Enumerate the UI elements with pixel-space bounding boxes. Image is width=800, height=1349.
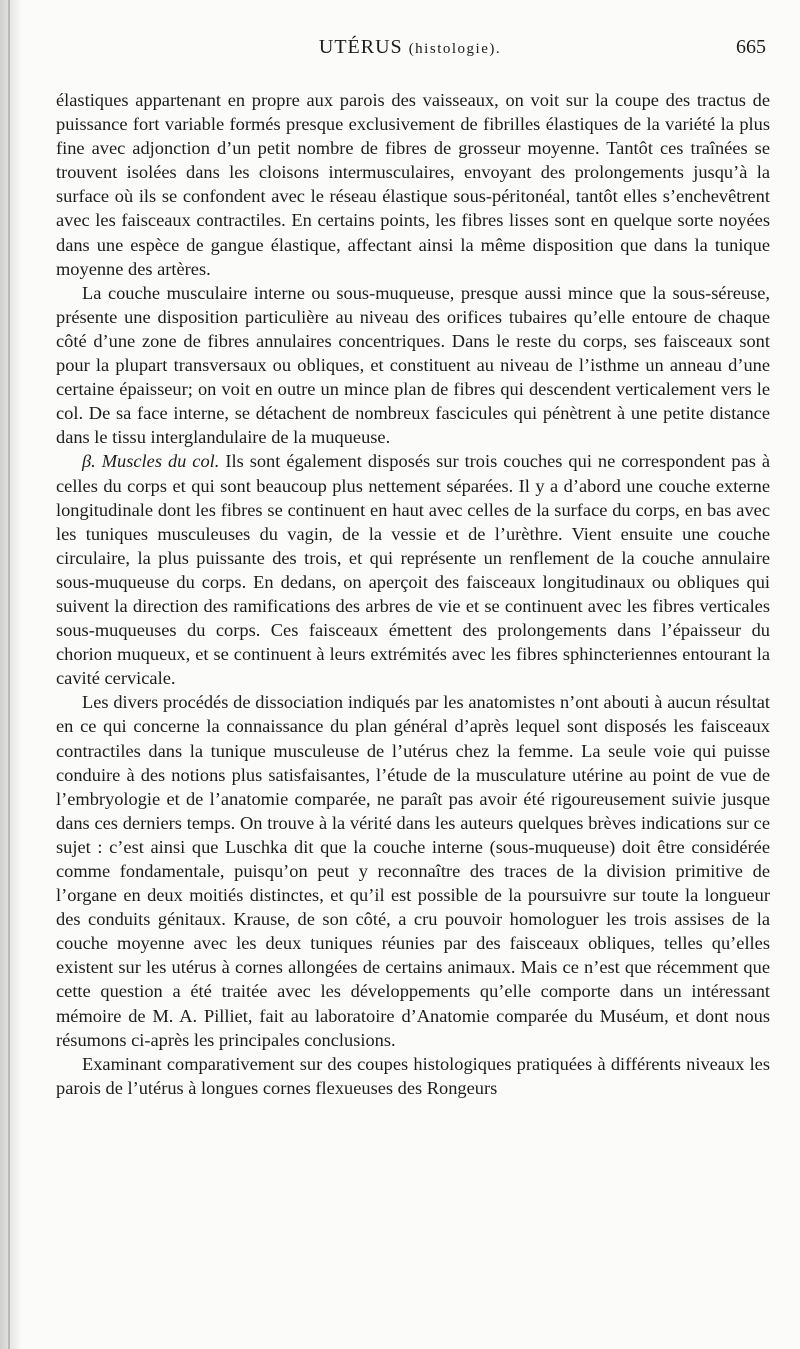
- paragraph-continuation: élastiques appartenant en propre aux parois des vaisseaux, on voit sur la coupe des tractus de puissance fort variable formés presque exclusivement de fibrilles élastiques de la variété la plus fine avec adjonction d’un petit nombre de fibres de grosseur moyenne. Tantôt ces traînées se trouvent isolées dans les cloisons intermusculaires, envoyant des prolongements jusqu’à la surface où ils se confondent avec le réseau élastique sous-péritonéal, tantôt elles s’enchevêtrent avec les faisceaux contractiles. En certains points, les fibres lisses sont en quelque sorte noyées dans une espèce de gangue élastique, affectant ainsi la même disposition que dans la tunique moyenne des artères.: [56, 90, 770, 279]
- running-head: [48, 36, 772, 66]
- binding-shadow: [0, 0, 22, 1349]
- paragraph-dissociation: Les divers procédés de dissociation indiqués par les anatomistes n’ont abouti à aucun résultat en ce qui concerne la connaissance du plan général d’après lequel sont disposés les faisceaux contractiles dans la tunique musculeuse de l’utérus chez la femme. La seule voie qui puisse conduire à des notions plus satisfaisantes, l’étude de la musculature utérine au point de vue de l’embryologie et de l’anatomie comparée, ne paraît pas avoir été rigoureusement suivie jusque dans ces derniers temps. On trouve à la vérité dans les auteurs quelques brèves indications sur ce sujet : c’est ainsi que Luschka dit que la couche interne (sous-muqueuse) doit être considérée comme fondamentale, puisqu’on peut y reconnaître des traces de la division primitive de l’organe en deux moitiés distinctes, et qu’il est possible de la poursuivre sur toute la longueur des conduits génitaux. Krause, de son côté, a cru pouvoir homologuer les trois assises de la couche moyenne avec les deux tuniques réunies par des faisceaux obliques, telles qu’elles existent sur les utérus à cornes allongées de certains animaux. Mais ce n’est que récemment que cette question a été traitée avec les développements qu’elle comporte dans un intéressant mémoire de M. A. Pilliet, fait au laboratoire d’Anatomie comparée du Muséum, et dont nous résumons ci-après les principales conclusions.: [56, 692, 770, 1050]
- paragraph-examinant: Examinant comparativement sur des coupes histologiques pratiquées à différents niveaux les parois de l’utérus à longues cornes flexueuses des Rongeurs: [56, 1053, 770, 1098]
- header-subtitle: (histologie).: [408, 41, 502, 57]
- header-title: UTÉRUS: [318, 36, 403, 58]
- section-label-muscles-du-col: β. Muscles du col.: [82, 451, 220, 472]
- paragraph-couche-interne: La couche musculaire interne ou sous-muqueuse, presque aussi mince que la sous-séreuse, présente une disposition particulière au niveau des orifices tubaires qu’elle entoure de chaque côté d’une zone de fibres annulaires concentriques. Dans le reste du corps, ses faisceaux sont pour la plupart transversaux ou obliques, et constituent au niveau de l’isthme un anneau d’une certaine épaisseur; on voit en outre un mince plan de fibres qui descendent verticalement vers le col. De sa face interne, se détachent de nombreux fascicules qui pénètrent à une petite distance dans le tissu interglandulaire de la muqueuse.: [56, 282, 770, 448]
- paragraph-muscles-du-col-text: Ils sont également disposés sur trois couches qui ne correspondent pas à celles du corps et qui sont beaucoup plus nettement séparées. Il y a d’abord une couche externe longitudinale dont les fibres se continuent en haut avec celles de la surface du corps, en bas avec les tuniques musculeuses du vagin, de la vessie et de l’urèthre. Vient ensuite une couche circulaire, la plus puissante des trois, et qui représente un renflement de la couche annulaire sous-muqueuse du corps. En dedans, on aperçoit des faisceaux longitudinaux ou obliques qui suivent la direction des ramifications des arbres de vie et se continuent avec les fibres verticales sous-muqueuses du corps. Ces faisceaux émettent des prolongements dans l’épaisseur du chorion muqueux, et se continuent à leurs extrémités avec les fibres sphincteriennes entourant la cavité cervicale.: [56, 451, 770, 689]
- body-text: [56, 88, 770, 1100]
- binding-edge: [8, 0, 10, 1349]
- paragraph-muscles-du-col: [56, 449, 770, 690]
- page-number: 665: [736, 36, 766, 58]
- running-title: [48, 36, 772, 59]
